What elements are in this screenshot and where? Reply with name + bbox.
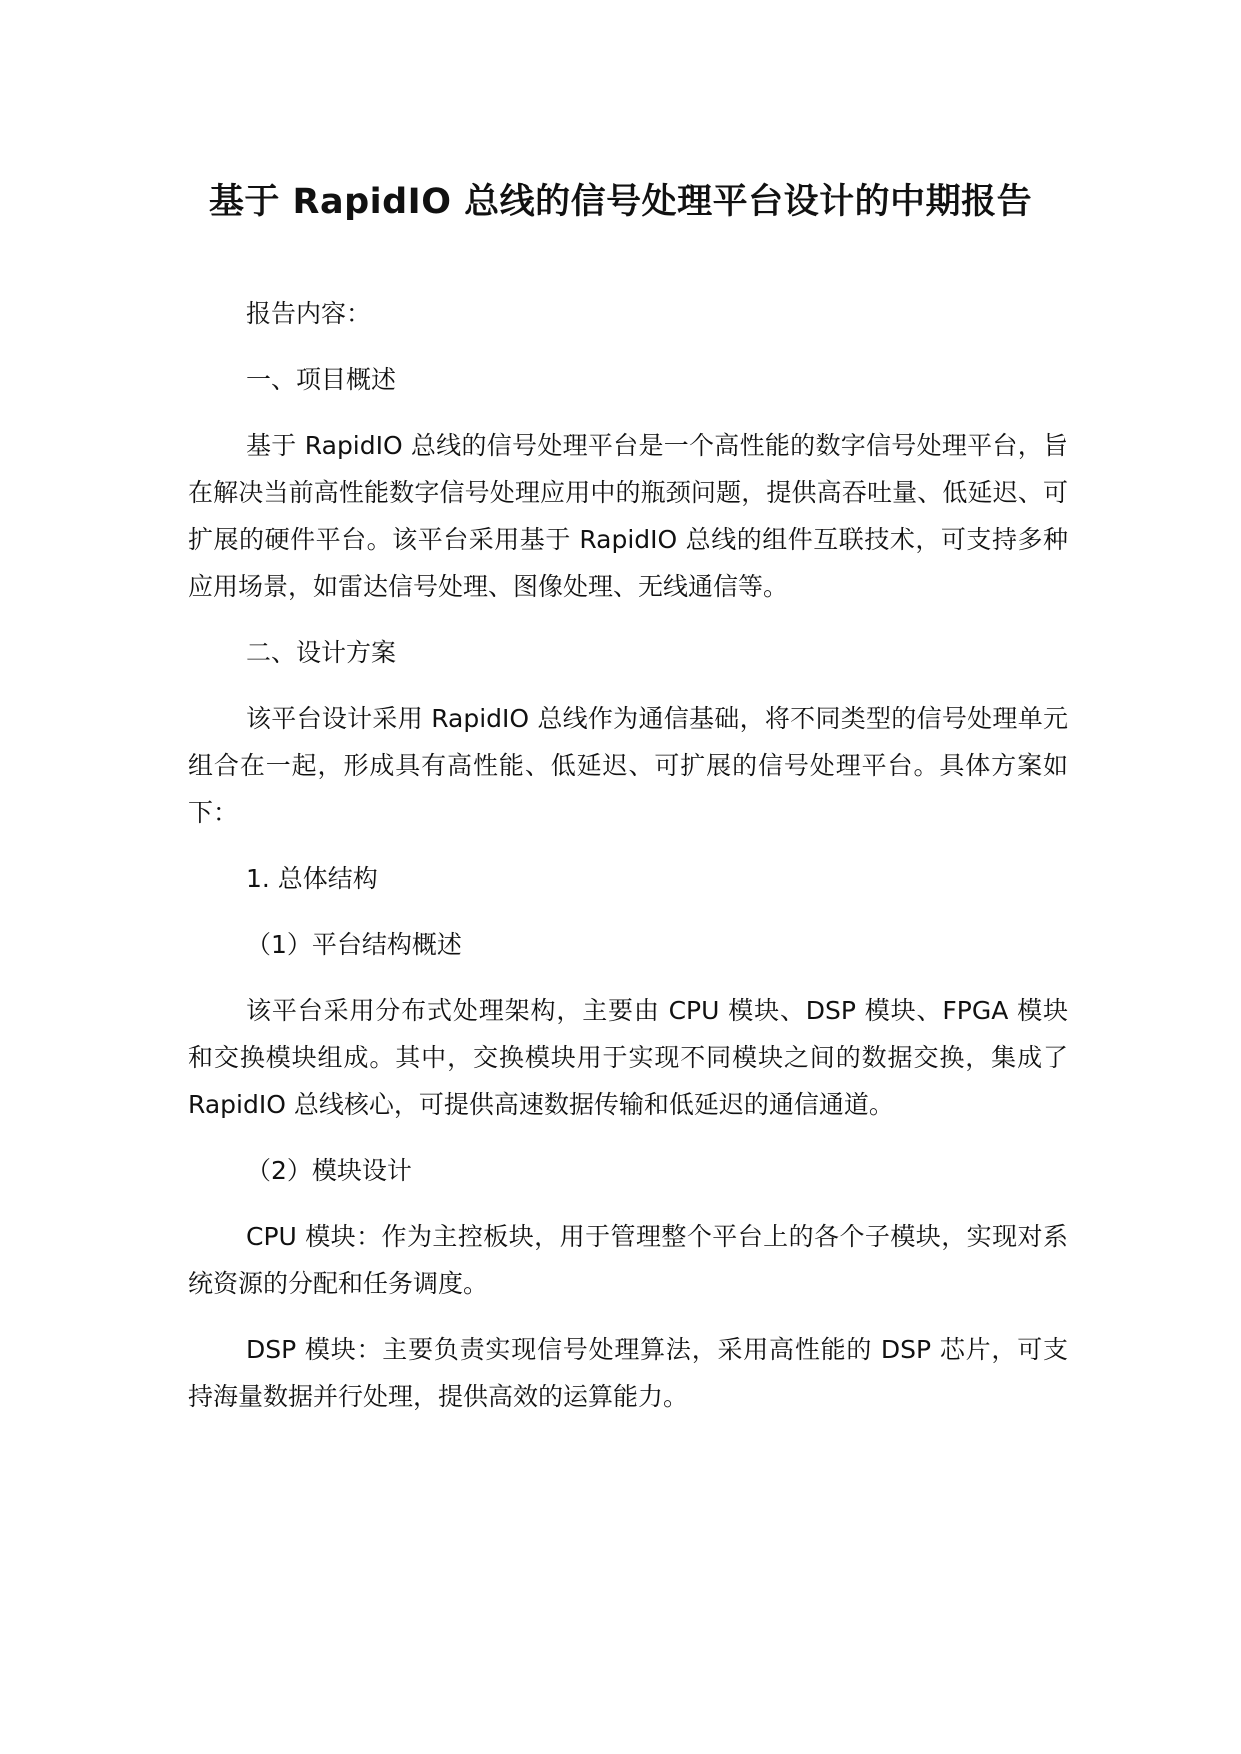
subsection-heading-structure: 1. 总体结构	[246, 864, 378, 893]
report-content-heading: 报告内容：	[246, 299, 372, 328]
section-heading-design: 二、设计方案	[246, 638, 397, 667]
paragraph-dsp-module: DSP 模块：主要负责实现信号处理算法，采用高性能的 DSP 芯片，可支持海量数据并行处理，提供高效的运算能力。	[188, 1335, 1068, 1411]
paragraph-platform-structure: 该平台采用分布式处理架构，主要由 CPU 模块、DSP 模块、FPGA 模块和交换模块组成。其中，交换模块用于实现不同模块之间的数据交换，集成了 RapidIO 总线核心，可提供高速数据传输和低延迟的通信通道。	[188, 996, 1068, 1119]
section-heading-overview: 一、项目概述	[246, 365, 397, 394]
document-title: 基于 RapidIO 总线的信号处理平台设计的中期报告	[208, 182, 1033, 222]
document-body	[188, 290, 1068, 1420]
subsection-heading-platform-structure: （1）平台结构概述	[246, 930, 462, 959]
subsection-heading-module-design: （2）模块设计	[246, 1156, 412, 1185]
paragraph-cpu-module: CPU 模块：作为主控板块，用于管理整个平台上的各个子模块，实现对系统资源的分配和任务调度。	[188, 1222, 1068, 1298]
paragraph-overview: 基于 RapidIO 总线的信号处理平台是一个高性能的数字信号处理平台，旨在解决当前高性能数字信号处理应用中的瓶颈问题，提供高吞吐量、低延迟、可扩展的硬件平台。该平台采用基于 RapidIO 总线的组件互联技术，可支持多种应用场景，如雷达信号处理、图像处理、无线通信等。	[188, 431, 1068, 601]
paragraph-design: 该平台设计采用 RapidIO 总线作为通信基础，将不同类型的信号处理单元组合在一起，形成具有高性能、低延迟、可扩展的信号处理平台。具体方案如下：	[188, 704, 1068, 827]
